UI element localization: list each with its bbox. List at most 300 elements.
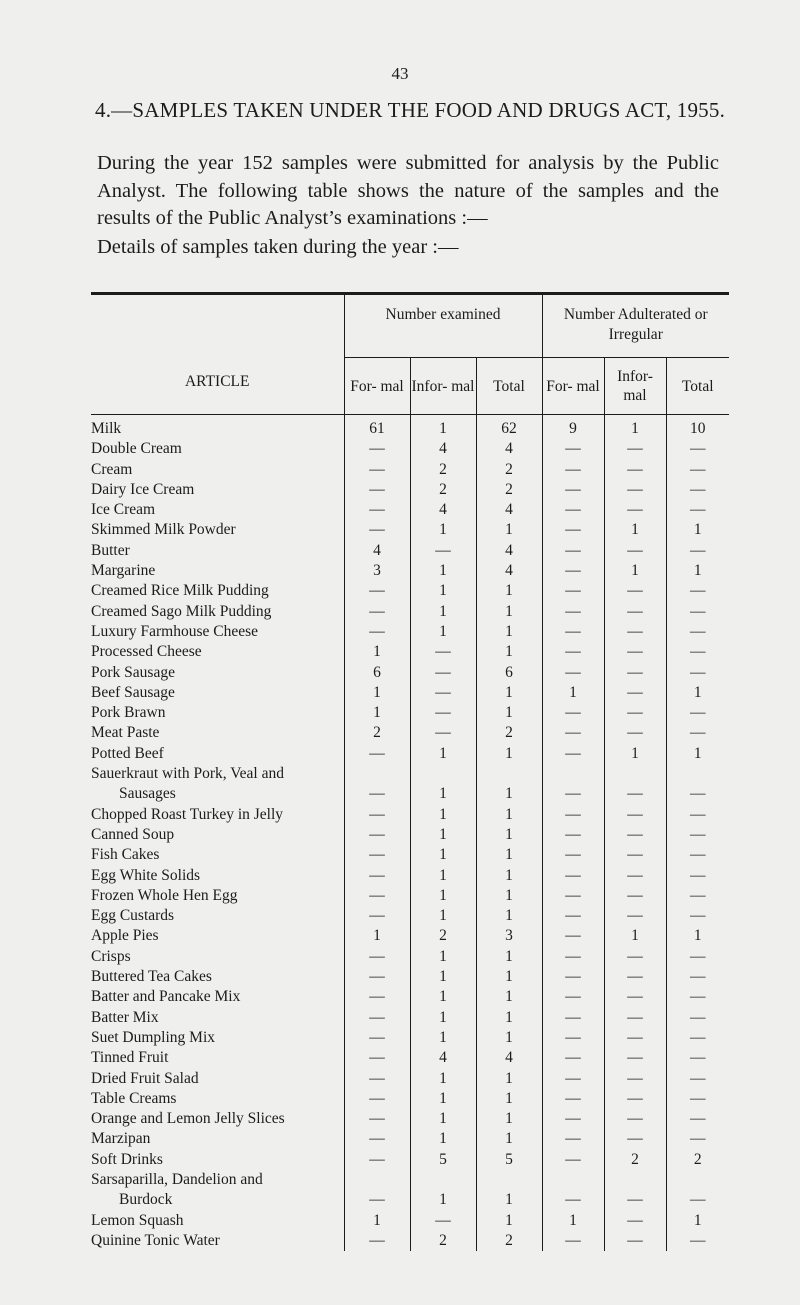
article-name: Pork Sausage [91,663,175,681]
value-cell: 1 [476,784,542,804]
article-name: Margarine [91,562,156,580]
value-cell: — [542,581,604,601]
article-name: Luxury Farmhouse Cheese [91,622,259,640]
article-name: Pork Brawn [91,704,166,722]
value-cell: — [344,520,410,540]
value-cell: 1 [344,642,410,662]
value-cell: 4 [476,500,542,520]
article-name: Milk [91,420,122,437]
value-cell: 4 [410,1048,476,1068]
value-cell: 1 [410,1190,476,1210]
article-name: Frozen Whole Hen Egg [91,886,238,904]
value-cell: 1 [410,602,476,622]
value-cell: — [542,1089,604,1109]
value-cell: 1 [410,1089,476,1109]
value-cell: 1 [604,520,666,540]
value-cell: — [604,581,666,601]
value-cell [476,1170,542,1190]
value-cell: 2 [410,926,476,946]
value-cell: 1 [344,926,410,946]
value-cell: 4 [344,541,410,561]
value-cell: 1 [410,744,476,764]
value-cell: 1 [476,987,542,1007]
value-cell: — [344,744,410,764]
article-name: Creamed Rice Milk Pudding [91,582,269,600]
value-cell: 1 [410,906,476,926]
value-cell: — [344,987,410,1007]
article-name: Marzipan [91,1130,151,1148]
adulterated-total-header: Total [666,358,729,415]
value-cell: 3 [344,561,410,581]
value-cell: 2 [344,723,410,743]
number-examined-header: Number examined [344,294,542,358]
value-cell: 1 [410,1008,476,1028]
value-cell: 3 [476,926,542,946]
value-cell: 1 [476,947,542,967]
section-heading: 4.—SAMPLES TAKEN UNDER THE FOOD AND DRUGS ACT, 1955. [95,98,726,122]
value-cell: — [410,663,476,683]
value-cell: — [542,784,604,804]
value-cell: 1 [410,1028,476,1048]
value-cell: — [542,1231,604,1251]
value-cell: 10 [666,415,729,440]
value-cell: — [542,967,604,987]
article-name: Skimmed Milk Powder [91,521,236,539]
value-cell: — [542,1150,604,1170]
table-body [91,415,729,1252]
table-row [91,1109,729,1129]
value-cell: 1 [542,1211,604,1231]
value-cell: — [344,1008,410,1028]
examined-total-header: Total [476,358,542,415]
value-cell: — [666,1231,729,1251]
value-cell: — [344,1231,410,1251]
table-row [91,520,729,540]
value-cell: — [344,886,410,906]
value-cell: 61 [344,415,410,440]
value-cell: — [344,947,410,967]
table-row [91,987,729,1007]
intro-paragraph: During the year 152 samples were submitted for analysis by the Public Analyst. The following table shows the nature of the samples and the results of the Public Analyst’s examinations :— [97,152,719,229]
table-row [91,1190,729,1210]
value-cell: — [666,1089,729,1109]
value-cell: 1 [604,926,666,946]
value-cell: — [604,1028,666,1048]
number-adulterated-header: Number Adulterated or Irregular [542,294,729,358]
value-cell: — [344,906,410,926]
table-row [91,703,729,723]
value-cell: — [542,520,604,540]
table-row [91,886,729,906]
value-cell: — [666,723,729,743]
value-cell: 1 [410,622,476,642]
table-row [91,439,729,459]
examined-formal-header: For- mal [344,358,410,415]
table-row [91,581,729,601]
value-cell: 2 [410,460,476,480]
value-cell: — [604,1190,666,1210]
value-cell: 1 [476,886,542,906]
value-cell: 2 [604,1150,666,1170]
value-cell: — [666,460,729,480]
article-name: Quinine Tonic Water [91,1231,220,1249]
value-cell: — [542,886,604,906]
value-cell: — [542,906,604,926]
value-cell: — [666,1129,729,1149]
value-cell: — [604,642,666,662]
value-cell: — [344,480,410,500]
value-cell: 1 [666,561,729,581]
value-cell: — [604,439,666,459]
article-name: Lemon Squash [91,1211,184,1229]
table-row [91,683,729,703]
value-cell: 4 [476,561,542,581]
value-cell: — [666,866,729,886]
details-caption: Details of samples taken during the year :— [97,236,459,258]
value-cell: 4 [476,439,542,459]
value-cell: — [604,845,666,865]
value-cell [344,764,410,784]
table-row [91,541,729,561]
value-cell [542,764,604,784]
table-row [91,642,729,662]
value-cell: 1 [476,1028,542,1048]
value-cell: — [666,642,729,662]
value-cell: — [666,439,729,459]
value-cell: — [666,1028,729,1048]
value-cell: 2 [476,480,542,500]
value-cell: — [542,947,604,967]
value-cell: — [604,886,666,906]
value-cell: 1 [410,825,476,845]
value-cell: 1 [666,926,729,946]
table-row [91,825,729,845]
table-row [91,805,729,825]
value-cell: — [666,541,729,561]
value-cell: 6 [344,663,410,683]
value-cell: — [344,1129,410,1149]
value-cell: 1 [410,805,476,825]
value-cell: 1 [476,683,542,703]
value-cell: 1 [344,703,410,723]
table-row [91,561,729,581]
value-cell: 2 [476,460,542,480]
article-name: Suet Dumpling Mix [91,1028,216,1046]
value-cell: 1 [410,947,476,967]
value-cell: — [604,683,666,703]
page-number: 43 [391,64,409,83]
value-cell: — [344,967,410,987]
table-row [91,845,729,865]
value-cell [410,764,476,784]
value-cell: — [666,1008,729,1028]
table-row [91,723,729,743]
table-row [91,1231,729,1251]
table-row [91,663,729,683]
value-cell: 1 [476,1211,542,1231]
value-cell: 9 [542,415,604,440]
table-row [91,1069,729,1089]
value-cell: — [666,663,729,683]
value-cell: — [542,480,604,500]
value-cell: 4 [476,541,542,561]
value-cell: 1 [410,561,476,581]
value-cell: — [344,1048,410,1068]
value-cell: — [604,723,666,743]
value-cell: — [344,581,410,601]
value-cell: — [542,703,604,723]
value-cell: — [344,1109,410,1129]
value-cell: 1 [476,805,542,825]
article-column-header: ARTICLE [91,294,344,415]
value-cell: — [344,845,410,865]
table-row [91,744,729,764]
article-name: Canned Soup [91,825,175,843]
value-cell: — [344,825,410,845]
value-cell: — [542,825,604,845]
value-cell: — [344,460,410,480]
value-cell: — [604,480,666,500]
article-name: Soft Drinks [91,1150,163,1168]
value-cell: 1 [410,520,476,540]
value-cell: 1 [666,744,729,764]
value-cell: — [542,663,604,683]
value-cell: — [344,866,410,886]
table-row [91,926,729,946]
value-cell: — [604,1129,666,1149]
value-cell: — [666,825,729,845]
value-cell: — [542,805,604,825]
value-cell: — [604,703,666,723]
table-row [91,622,729,642]
value-cell: 1 [666,1211,729,1231]
value-cell: — [604,1069,666,1089]
value-cell: — [542,1190,604,1210]
value-cell: 1 [410,1069,476,1089]
value-cell: — [666,967,729,987]
value-cell: — [604,967,666,987]
value-cell: — [344,500,410,520]
value-cell: — [666,886,729,906]
value-cell: 1 [476,622,542,642]
value-cell: 4 [410,500,476,520]
value-cell: 1 [410,886,476,906]
article-name: Crisps [91,947,131,965]
article-name: Apple Pies [91,927,159,945]
value-cell: — [666,1048,729,1068]
value-cell [410,1170,476,1190]
article-name: Processed Cheese [91,643,202,661]
value-cell: — [666,622,729,642]
value-cell: 2 [476,1231,542,1251]
value-cell: — [344,439,410,459]
value-cell: — [666,703,729,723]
article-name: Sarsaparilla, Dandelion and [91,1170,263,1188]
value-cell: — [344,805,410,825]
value-cell: — [542,561,604,581]
value-cell: 1 [410,415,476,440]
value-cell [476,764,542,784]
value-cell: 1 [476,906,542,926]
value-cell: 1 [476,1109,542,1129]
value-cell: — [604,906,666,926]
value-cell: — [666,1109,729,1129]
value-cell [344,1170,410,1190]
article-name: Orange and Lemon Jelly Slices [91,1110,285,1128]
table-row [91,460,729,480]
article-name: Buttered Tea Cakes [91,968,212,986]
value-cell: — [604,1109,666,1129]
article-name: Chopped Roast Turkey in Jelly [91,805,284,823]
article-name: Fish Cakes [91,846,160,864]
value-cell: — [604,622,666,642]
article-name: Ice Cream [91,501,156,519]
article-name: Potted Beef [91,744,164,762]
value-cell: — [542,642,604,662]
article-name: Beef Sausage [91,683,175,701]
value-cell: — [666,805,729,825]
value-cell: 1 [410,581,476,601]
value-cell: 62 [476,415,542,440]
value-cell: 2 [410,480,476,500]
table-row [91,415,729,440]
value-cell: — [666,581,729,601]
value-cell: 1 [604,744,666,764]
value-cell [666,764,729,784]
value-cell: 1 [604,561,666,581]
value-cell: 1 [476,1129,542,1149]
article-name: Butter [91,541,130,559]
value-cell: — [666,1069,729,1089]
table-row [91,906,729,926]
value-cell: 1 [476,1008,542,1028]
article-name: Burdock [119,1191,173,1209]
value-cell: — [542,1048,604,1068]
value-cell: 1 [604,415,666,440]
value-cell: — [410,1211,476,1231]
value-cell: — [542,1008,604,1028]
article-name: Double Cream [91,440,182,458]
value-cell: 2 [410,1231,476,1251]
value-cell: — [666,500,729,520]
value-cell: 1 [476,1069,542,1089]
value-cell: — [666,784,729,804]
value-cell: — [542,845,604,865]
value-cell: — [604,1008,666,1028]
value-cell: — [604,500,666,520]
value-cell: — [604,1048,666,1068]
value-cell: 1 [476,520,542,540]
examined-informal-header: Infor- mal [410,358,476,415]
value-cell: 2 [666,1150,729,1170]
value-cell: — [604,866,666,886]
value-cell: 1 [344,683,410,703]
value-cell: — [604,987,666,1007]
table-row [91,764,729,784]
article-name: Sauerkraut with Pork, Veal and [91,765,284,783]
value-cell: 1 [476,1190,542,1210]
article-name: Sausages [119,785,176,803]
value-cell: 1 [476,866,542,886]
value-cell [604,1170,666,1190]
value-cell: — [604,947,666,967]
value-cell: — [410,723,476,743]
value-cell: — [410,642,476,662]
value-cell: — [410,683,476,703]
value-cell: — [666,845,729,865]
value-cell: — [604,541,666,561]
value-cell: 1 [476,703,542,723]
value-cell: — [344,1089,410,1109]
value-cell: 1 [476,825,542,845]
value-cell: — [604,784,666,804]
value-cell: — [344,622,410,642]
value-cell: — [344,602,410,622]
adulterated-formal-header: For- mal [542,358,604,415]
value-cell: — [542,602,604,622]
value-cell: — [542,1028,604,1048]
samples-table [91,292,729,1251]
table-row [91,1089,729,1109]
value-cell: — [542,1109,604,1129]
value-cell: 1 [542,683,604,703]
article-name: Egg White Solids [91,866,201,884]
value-cell: — [410,703,476,723]
article-name: Batter and Pancake Mix [91,988,241,1006]
value-cell: — [542,866,604,886]
value-cell: — [604,1089,666,1109]
value-cell: 1 [476,642,542,662]
value-cell: 1 [410,1109,476,1129]
value-cell: — [666,906,729,926]
table-row [91,866,729,886]
value-cell: — [542,460,604,480]
value-cell: — [666,602,729,622]
value-cell [604,764,666,784]
value-cell: — [542,926,604,946]
adulterated-informal-header: Infor- mal [604,358,666,415]
value-cell: 1 [476,967,542,987]
article-name: Dried Fruit Salad [91,1069,199,1087]
table-row [91,1008,729,1028]
table-row [91,1048,729,1068]
value-cell: 1 [476,744,542,764]
value-cell: — [604,602,666,622]
value-cell: 1 [410,845,476,865]
value-cell: 1 [410,1129,476,1149]
value-cell: — [666,480,729,500]
value-cell: 4 [476,1048,542,1068]
value-cell: 1 [410,987,476,1007]
value-cell: — [666,947,729,967]
value-cell [542,1170,604,1190]
value-cell [666,1170,729,1190]
value-cell: 1 [410,866,476,886]
value-cell: 1 [666,683,729,703]
article-name: Egg Custards [91,907,175,925]
value-cell: — [604,825,666,845]
article-name: Table Creams [91,1089,177,1107]
value-cell: — [666,1190,729,1210]
value-cell: — [542,541,604,561]
table-row [91,967,729,987]
value-cell: 1 [410,784,476,804]
value-cell: — [344,1028,410,1048]
value-cell: 1 [476,1089,542,1109]
value-cell: — [542,1129,604,1149]
table-row [91,602,729,622]
value-cell: 5 [476,1150,542,1170]
